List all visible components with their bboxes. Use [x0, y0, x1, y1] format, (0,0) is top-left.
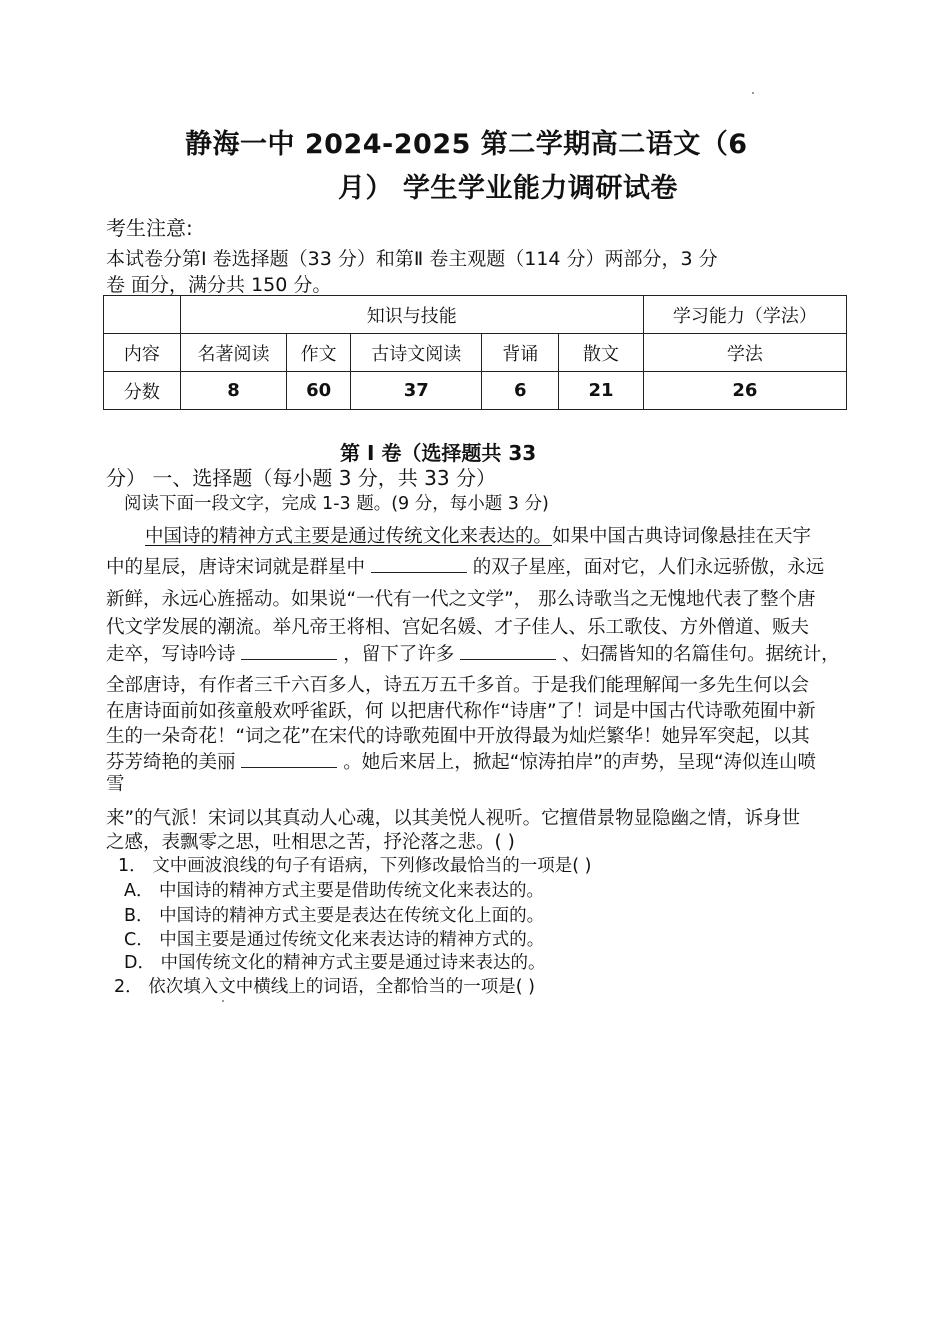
section-heading-line1: 第 Ⅰ 卷（选择题共 33 — [340, 441, 537, 465]
question-1: 1． 文中画波浪线的句子有语病，下列修改最恰当的一项是( ) — [118, 856, 592, 876]
col-prose: 散文 — [559, 334, 644, 372]
passage-line: 全部唐诗，有作者三千六百多人，诗五万五千多首。于是我们能理解闻一多先生何以会 — [106, 675, 810, 696]
question-1-option-d: D． 中国传统文化的精神方式主要是通过诗来表达的。 — [124, 953, 546, 973]
score-ancient-poetry: 37 — [351, 372, 482, 410]
question-1-option-a: A． 中国诗的精神方式主要是借助传统文化来表达的。 — [124, 881, 545, 901]
score-table — [103, 295, 847, 410]
section-heading-line2: 分） 一、选择题（每小题 3 分，共 33 分） — [106, 466, 496, 490]
passage-line: 代文学发展的潮流。举凡帝王将相、宫妃名媛、才子佳人、乐工歌伎、方外僧道、贩夫 — [106, 617, 810, 638]
table-cell-empty — [104, 296, 181, 334]
page-title-line1: 静海一中 2024-2025 第二学期高二语文（6 — [185, 129, 748, 160]
scan-speck — [752, 92, 754, 94]
score-recitation: 6 — [482, 372, 559, 410]
reading-instruction: 阅读下面一段文字，完成 1-3 题。(9 分，每小题 3 分) — [124, 494, 549, 514]
passage-line: 之感，表飘零之思，吐相思之苦，抒沦落之悲。( ) — [106, 832, 515, 853]
table-header-knowledge: 知识与技能 — [180, 296, 643, 334]
passage-text: 中的星辰，唐诗宋词就是群星中 — [106, 557, 366, 578]
passage-text: 走卒，写诗吟诗 — [106, 644, 236, 665]
score-prose: 21 — [559, 372, 644, 410]
table-row — [104, 372, 847, 410]
question-1-option-c: C． 中国主要是通过传统文化来表达诗的精神方式的。 — [124, 930, 545, 950]
passage-text: ，留下了许多 — [343, 644, 455, 665]
passage-line — [106, 748, 816, 774]
notice-line1: 本试卷分第Ⅰ 卷选择题（33 分）和第Ⅱ 卷主观题（114 分）两部分，3 分 — [106, 248, 718, 270]
passage-text: 如果中国古典诗词像悬挂在天宇 — [552, 526, 812, 547]
question-1-option-b: B． 中国诗的精神方式主要是表达在传统文化上面的。 — [124, 906, 545, 926]
score-composition: 60 — [287, 372, 351, 410]
wavy-underlined-sentence: 中国诗的精神方式主要是通过传统文化来表达的。 — [145, 526, 553, 547]
col-recitation: 背诵 — [482, 334, 559, 372]
passage-line — [145, 522, 811, 548]
notice-label: 考生注意: — [106, 216, 193, 240]
question-2: 2． 依次填入文中横线上的词语，全都恰当的一项是( ) — [114, 977, 535, 997]
col-classics-reading: 名著阅读 — [180, 334, 287, 372]
fill-blank — [371, 554, 467, 573]
fill-blank — [241, 749, 337, 768]
col-composition: 作文 — [287, 334, 351, 372]
table-row — [104, 296, 847, 334]
score-study-method: 26 — [643, 372, 846, 410]
fill-blank — [241, 641, 337, 660]
passage-text: 的双子星座，面对它，人们永远骄傲，永远 — [472, 557, 825, 578]
table-row — [104, 334, 847, 372]
table-header-ability: 学习能力（学法） — [643, 296, 846, 334]
passage-text: 。她后来居上，掀起“惊涛拍岸”的声势，呈现“涛似连山喷 — [343, 752, 817, 773]
fill-blank — [460, 641, 556, 660]
row-label-score: 分数 — [104, 372, 181, 410]
scan-speck — [222, 1000, 224, 1002]
passage-line — [106, 640, 840, 666]
notice-line2: 卷 面分，满分共 150 分。 — [106, 274, 332, 296]
passage-line: 来”的气派！宋词以其真动人心魂，以其美悦人视听。它擅借景物显隐幽之情，诉身世 — [106, 808, 801, 829]
passage-line: 新鲜，永远心旌摇动。如果说“一代有一代之文学”， 那么诗歌当之无愧地代表了整个唐 — [106, 589, 816, 610]
page-title-line2: 月） 学生学业能力调研试卷 — [338, 173, 678, 204]
passage-text: 、妇孺皆知的名篇佳句。据统计， — [562, 644, 840, 665]
row-label-content: 内容 — [104, 334, 181, 372]
passage-line: 在唐诗面前如孩童般欢呼雀跃，何 以把唐代称作“诗唐”了！词是中国古代诗歌苑囿中新 — [106, 701, 816, 722]
passage-line: 雪 — [106, 774, 125, 795]
score-classics-reading: 8 — [180, 372, 287, 410]
col-study-method: 学法 — [643, 334, 846, 372]
col-ancient-poetry: 古诗文阅读 — [351, 334, 482, 372]
passage-line — [106, 553, 824, 579]
passage-line: 生的一朵奇花！“词之花”在宋代的诗歌苑囿中开放得最为灿烂繁华！她异军突起，以其 — [106, 726, 810, 747]
passage-text: 芬芳绮艳的美丽 — [106, 752, 236, 773]
